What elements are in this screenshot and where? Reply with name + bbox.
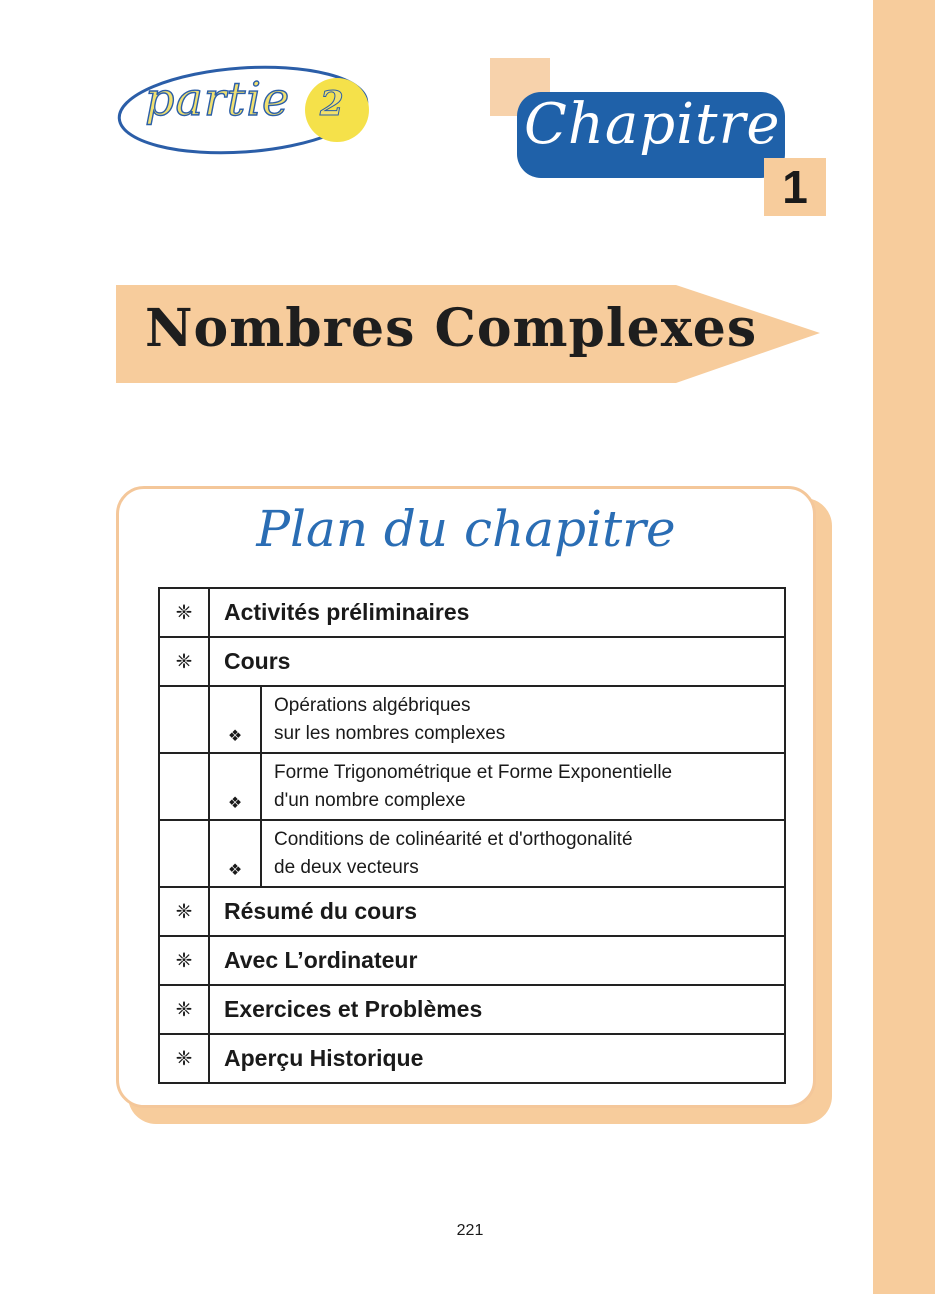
plan-subitem-label [261,820,785,887]
plan-item-label: Cours [209,637,785,686]
plan-row [159,637,785,686]
empty-cell [159,820,209,887]
snowflake-bullet-icon: ❈ [159,887,209,936]
diamond-bullet-icon: ❖ [209,820,261,887]
snowflake-bullet-icon: ❈ [159,588,209,637]
plan-table [158,587,786,1084]
plan-row [159,1034,785,1083]
plan-subrow [159,753,785,820]
snowflake-bullet-icon: ❈ [159,637,209,686]
subitem-line2: d'un nombre complexe [274,789,466,811]
plan-item-label: Aperçu Historique [209,1034,785,1083]
partie-badge [115,60,385,160]
diamond-bullet-icon: ❖ [209,686,261,753]
subitem-line1: Opérations algébriques [274,694,471,716]
snowflake-bullet-icon: ❈ [159,985,209,1034]
plan-item-label: Avec L’ordinateur [209,936,785,985]
plan-subrow [159,686,785,753]
partie-word: partie [145,72,291,126]
plan-heading: Plan du chapitre [256,500,676,558]
plan-row [159,588,785,637]
plan-subrow [159,820,785,887]
plan-row [159,887,785,936]
snowflake-bullet-icon: ❈ [159,936,209,985]
empty-cell [159,753,209,820]
right-margin-strip [873,0,935,1294]
plan-item-label: Résumé du cours [209,887,785,936]
snowflake-bullet-icon: ❈ [159,1034,209,1083]
subitem-line2: sur les nombres complexes [274,722,506,744]
plan-item-label: Activités préliminaires [209,588,785,637]
subitem-line2: de deux vecteurs [274,856,419,878]
chapitre-number: 1 [782,161,808,213]
subitem-line1: Conditions de colinéarité et d'orthogonalité [274,828,633,850]
subitem-line1: Forme Trigonométrique et Forme Exponentielle [274,761,673,783]
plan-item-label: Exercices et Problèmes [209,985,785,1034]
plan-subitem-label [261,686,785,753]
partie-number: 2 [320,84,344,124]
chapitre-label: Chapitre [524,92,781,157]
page-number: 221 [456,1222,484,1239]
diamond-bullet-icon: ❖ [209,753,261,820]
plan-subitem-label [261,753,785,820]
plan-row [159,985,785,1034]
chapter-title: Nombres Complexes [145,298,758,359]
empty-cell [159,686,209,753]
plan-row [159,936,785,985]
